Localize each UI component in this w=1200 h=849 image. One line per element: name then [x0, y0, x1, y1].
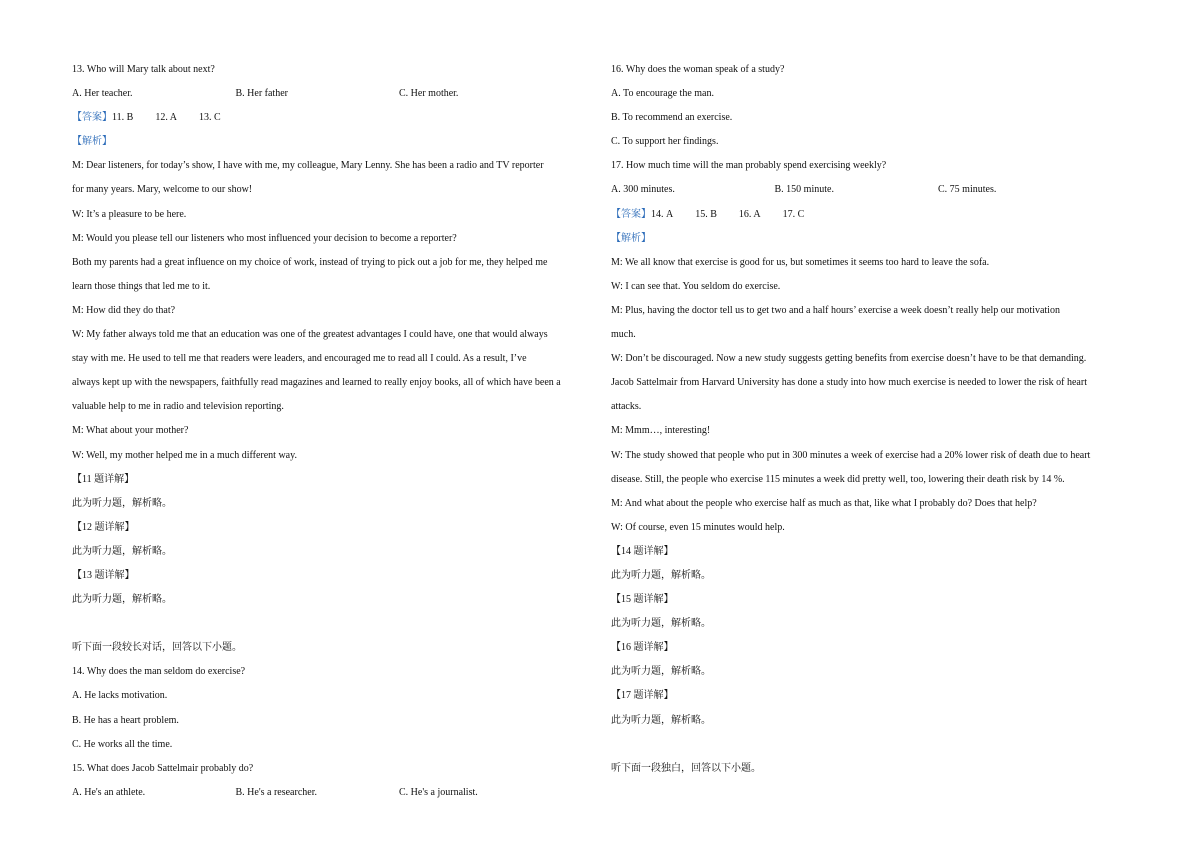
- option-c: C. 75 minutes.: [938, 184, 997, 196]
- transcript-line: M: Mmm…, interesting!: [611, 425, 711, 437]
- detail-heading-11: 【11 题详解】: [72, 473, 135, 485]
- transcript-line: M: What about your mother?: [72, 425, 189, 437]
- transcript-line: much.: [611, 329, 636, 341]
- option-c: C. He's a journalist.: [399, 786, 478, 798]
- answer-16: 16. A: [738, 208, 761, 220]
- detail-text-13: 此为听力题，解析略。: [72, 594, 172, 606]
- question-16: 16. Why does the woman speak of a study?: [611, 64, 785, 75]
- answer-14: 14. A: [651, 208, 674, 220]
- question-13: 13. Who will Mary talk about next?: [72, 64, 215, 75]
- transcript-line: W: It’s a pleasure to be here.: [72, 208, 187, 220]
- detail-heading-13: 【13 题详解】: [72, 569, 135, 581]
- transcript-line: W: I can see that. You seldom do exercise.: [611, 280, 781, 292]
- blank-spacer: [611, 733, 1136, 757]
- transcript-line: M: And what about the people who exercise half as much as that, like what I probably do? Does that help?: [611, 497, 1037, 509]
- question-14-option-a: A. He lacks motivation.: [72, 690, 168, 702]
- question-15-options: [72, 781, 594, 805]
- detail-heading-15: 【15 题详解】: [611, 594, 674, 606]
- analysis-tag: 【解析】: [611, 232, 651, 244]
- transcript-line: Jacob Sattelmair from Harvard University has done a study into how much exercise is needed to lower the risk of heart: [611, 377, 1087, 389]
- answer-13: 13. C: [198, 112, 221, 124]
- transcript-line: always kept up with the newspapers, faithfully read magazines and learned to really enjoy books, all of which have been a: [72, 377, 561, 389]
- answer-15: 15. B: [695, 208, 717, 220]
- question-14-option-c: C. He works all the time.: [72, 738, 173, 750]
- section-intro: 听下面一段独白，回答以下小题。: [611, 762, 761, 774]
- option-c: C. Her mother.: [399, 88, 459, 100]
- option-a: A. He's an athlete.: [72, 786, 146, 798]
- detail-text-17: 此为听力题，解析略。: [611, 714, 711, 726]
- transcript-line: W: Of course, even 15 minutes would help.: [611, 521, 785, 533]
- transcript-line: learn those things that led me to it.: [72, 280, 211, 292]
- transcript-line: disease. Still, the people who exercise 115 minutes a week did pretty well, too, lowering their death risk by 14 %.: [611, 473, 1065, 485]
- option-a: A. Her teacher.: [72, 88, 133, 100]
- transcript-line: M: Plus, having the doctor tell us to get two and a half hours’ exercise a week doesn’t really help our motivation: [611, 304, 1060, 316]
- transcript: [611, 251, 1136, 540]
- question-16-option-a: A. To encourage the man.: [611, 88, 714, 100]
- detail-heading-17: 【17 题详解】: [611, 690, 674, 702]
- transcript-line: for many years. Mary, welcome to our show!: [72, 184, 253, 196]
- left-column: [72, 58, 594, 805]
- detail-text-16: 此为听力题，解析略。: [611, 666, 711, 678]
- section-intro: 听下面一段较长对话，回答以下小题。: [72, 642, 242, 654]
- detail-heading-14: 【14 题详解】: [611, 545, 674, 557]
- question-17-options: [611, 178, 1136, 202]
- question-13-options: [72, 82, 594, 106]
- transcript-line: W: Well, my mother helped me in a much different way.: [72, 449, 297, 461]
- answer-line: [72, 106, 594, 130]
- transcript-line: stay with me. He used to tell me that readers were leaders, and encouraged me to read all I could. As a result, I’ve: [72, 353, 527, 365]
- option-b: B. Her father: [235, 88, 288, 100]
- transcript-line: Both my parents had a great influence on my choice of work, instead of trying to pick out a job for me, they helped me: [72, 256, 548, 268]
- transcript-line: M: We all know that exercise is good for us, but sometimes it seems too hard to leave the sofa.: [611, 256, 990, 268]
- detail-heading-12: 【12 题详解】: [72, 521, 135, 533]
- question-17: 17. How much time will the man probably spend exercising weekly?: [611, 160, 887, 172]
- answer-line: [611, 203, 1136, 227]
- question-14: 14. Why does the man seldom do exercise?: [72, 666, 246, 678]
- analysis-tag: 【解析】: [72, 136, 112, 148]
- blank-spacer: [72, 612, 594, 636]
- transcript-line: valuable help to me in radio and television reporting.: [72, 401, 284, 413]
- detail-text-11: 此为听力题，解析略。: [72, 497, 172, 509]
- option-a: A. 300 minutes.: [611, 184, 675, 196]
- answer-12: 12. A: [155, 112, 177, 124]
- right-column: [611, 58, 1136, 781]
- transcript: [72, 154, 594, 467]
- answer-tag: 【答案】: [611, 208, 651, 220]
- detail-text-14: 此为听力题，解析略。: [611, 569, 711, 581]
- transcript-line: W: My father always told me that an education was one of the greatest advantages I could have, one that would always: [72, 329, 548, 341]
- transcript-line: M: Dear listeners, for today’s show, I have with me, my colleague, Mary Lenny. She has been a radio and TV reporter: [72, 160, 544, 172]
- detail-text-12: 此为听力题，解析略。: [72, 545, 172, 557]
- question-16-option-c: C. To support her findings.: [611, 136, 719, 148]
- question-14-option-b: B. He has a heart problem.: [72, 714, 179, 726]
- transcript-line: W: Don’t be discouraged. Now a new study suggests getting benefits from exercise doesn’t have to be that demanding.: [611, 353, 1087, 365]
- detail-heading-16: 【16 题详解】: [611, 642, 674, 654]
- answer-tag: 【答案】: [72, 112, 112, 124]
- option-b: B. 150 minute.: [774, 184, 834, 196]
- transcript-line: M: Would you please tell our listeners who most influenced your decision to become a reporter?: [72, 232, 457, 244]
- transcript-line: attacks.: [611, 401, 642, 413]
- answer-11: 11. B: [112, 112, 134, 124]
- question-15: 15. What does Jacob Sattelmair probably do?: [72, 762, 254, 774]
- answer-17: 17. C: [782, 208, 805, 220]
- transcript-line: M: How did they do that?: [72, 304, 176, 316]
- option-b: B. He's a researcher.: [235, 786, 317, 798]
- question-16-option-b: B. To recommend an exercise.: [611, 112, 733, 124]
- transcript-line: W: The study showed that people who put in 300 minutes a week of exercise had a 20% lower risk of death due to heart: [611, 449, 1091, 461]
- detail-text-15: 此为听力题，解析略。: [611, 618, 711, 630]
